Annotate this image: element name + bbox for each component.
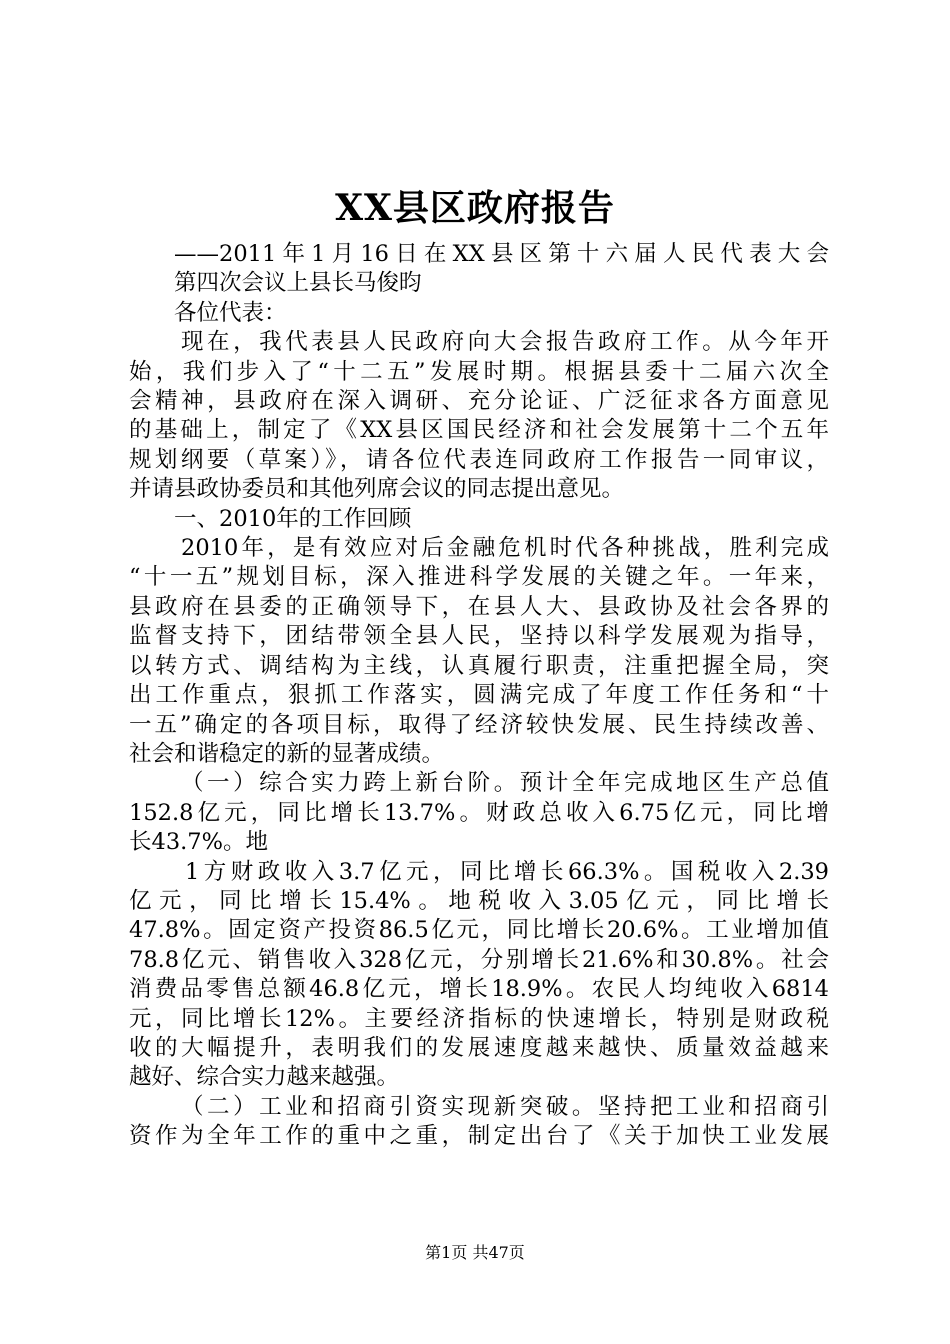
document-title: XX县区政府报告: [335, 187, 615, 229]
salutation: 各位代表：: [174, 299, 287, 326]
paragraph-line: 1方财政收入3.7亿元，同比增长66.3%。国税收入2.39: [185, 858, 829, 885]
paragraph-line: 47.8%。固定资产投资86.5亿元，同比增长20.6%。工业增加值: [129, 917, 829, 944]
paragraph-line: 会精神，县政府在深入调研、充分论证、广泛征求各方面意见: [129, 388, 829, 415]
page-number-footer: 第1页 共47页: [425, 1243, 525, 1262]
paragraph-line: 152.8亿元，同比增长13.7%。财政总收入6.75亿元，同比增: [129, 799, 829, 826]
paragraph-line: 消费品零售总额46.8亿元，增长18.9%。农民人均纯收入6814: [129, 976, 829, 1003]
paragraph-line: 元，同比增长12%。主要经济指标的快速增长，特别是财政税: [129, 1005, 829, 1032]
paragraph-line: 的基础上，制定了《XX县区国民经济和社会发展第十二个五年: [129, 417, 829, 444]
section-heading: 一、2010年的工作回顾: [174, 505, 412, 532]
subtitle-line: 第四次会议上县长马俊昀: [174, 270, 422, 297]
paragraph-line: 始，我们步入了“十二五”发展时期。根据县委十二届六次全: [129, 358, 829, 385]
paragraph-line: “十一五”规划目标，深入推进科学发展的关键之年。一年来，: [129, 564, 829, 591]
paragraph-line: 亿元，同比增长15.4%。地税收入3.05亿元，同比增长: [129, 887, 829, 914]
paragraph-line: 现在，我代表县人民政府向大会报告政府工作。从今年开: [181, 329, 829, 356]
subtitle-line: ——2011年1月16日在XX县区第十六届人民代表大会: [174, 241, 829, 267]
paragraph-line: 并请县政协委员和其他列席会议的同志提出意见。: [129, 476, 625, 503]
paragraph-line: 出工作重点，狠抓工作落实，圆满完成了年度工作任务和“十: [129, 682, 829, 709]
paragraph-line: （一）综合实力跨上新台阶。预计全年完成地区生产总值: [181, 770, 829, 797]
paragraph-line: 一五”确定的各项目标，取得了经济较快发展、民生持续改善、: [129, 711, 829, 738]
paragraph-line: （二）工业和招商引资实现新突破。坚持把工业和招商引: [181, 1093, 829, 1120]
paragraph-line: 2010年，是有效应对后金融危机时代各种挑战，胜利完成: [181, 535, 829, 562]
paragraph-line: 收的大幅提升，表明我们的发展速度越来越快、质量效益越来: [129, 1034, 829, 1061]
document-body: [129, 240, 829, 1152]
paragraph-line: 长43.7%。地: [129, 829, 268, 856]
paragraph-line: 越好、综合实力越来越强。: [129, 1064, 400, 1091]
paragraph-line: 社会和谐稳定的新的显著成绩。: [129, 740, 445, 767]
paragraph-line: 资作为全年工作的重中之重，制定出台了《关于加快工业发展: [129, 1123, 829, 1150]
paragraph-line: 以转方式、调结构为主线，认真履行职责，注重把握全局，突: [129, 652, 829, 679]
paragraph-line: 监督支持下，团结带领全县人民，坚持以科学发展观为指导，: [129, 623, 829, 650]
paragraph-line: 78.8亿元、销售收入328亿元，分别增长21.6%和30.8%。社会: [129, 946, 829, 973]
paragraph-line: 县政府在县委的正确领导下，在县人大、县政协及社会各界的: [129, 593, 829, 620]
paragraph-line: 规划纲要（草案）》，请各位代表连同政府工作报告一同审议，: [129, 446, 829, 473]
